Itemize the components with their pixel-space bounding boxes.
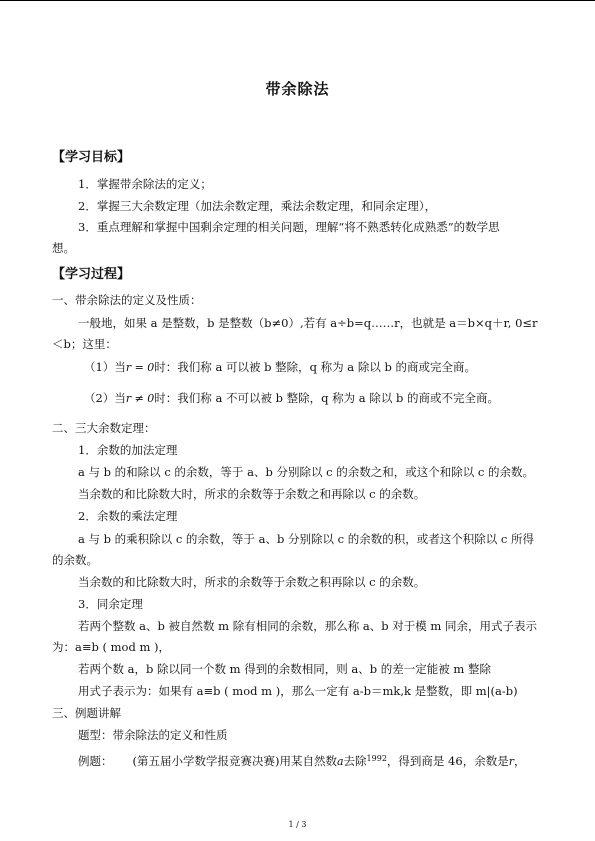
example-label: 例题： bbox=[78, 754, 113, 768]
example-text-b: 去除 bbox=[343, 754, 367, 768]
example-text-c: ，得到商是 46，余数是 bbox=[386, 754, 509, 768]
goal-item-1: 1．掌握带余除法的定义； bbox=[78, 177, 212, 191]
goal-item-3: 3．重点理解和掌握中国剩余定理的相关问题，理解“将不熟悉转化成熟悉”的数学思 bbox=[78, 220, 500, 234]
case-2-formula: r ≠ 0 bbox=[125, 392, 155, 405]
definition-line-2: ＜b；这里： bbox=[52, 337, 117, 351]
congruence-line-1: 若两个整数 a、b 被自然数 m 除有相同的余数，那么称 a、b 对于模 m 同余，用式子表示 bbox=[78, 619, 537, 633]
case-1-line bbox=[84, 360, 476, 375]
congruence-line-4: 用式子表示为：如果有 a≡b ( mod m )，那么一定有 a-b＝mk,k 是整数，即 m|(a-b) bbox=[78, 684, 518, 698]
section-heading-goals: 【学习目标】 bbox=[52, 150, 131, 165]
section-heading-process: 【学习过程】 bbox=[52, 267, 131, 282]
congruence-theorem-title: 3．同余定理 bbox=[78, 597, 143, 611]
multiplication-theorem-title: 2．余数的乘法定理 bbox=[78, 509, 178, 523]
goal-item-3-cont: 想。 bbox=[52, 241, 75, 255]
document-title: 带余除法 bbox=[265, 80, 330, 98]
multiplication-theorem-line-3: 当余数的和比除数大时，所求的余数等于余数之积再除以 c 的余数。 bbox=[78, 575, 426, 589]
case-2-prefix: （2）当 bbox=[84, 391, 126, 405]
part3-heading: 三、例题讲解 bbox=[52, 706, 121, 720]
case-1-prefix: （1）当 bbox=[84, 360, 126, 374]
example-line bbox=[78, 752, 525, 769]
example-topic: 题型：带余除法的定义和性质 bbox=[78, 728, 228, 742]
goal-item-2: 2．掌握三大余数定理（加法余数定理，乘法余数定理，和同余定理）， bbox=[78, 199, 437, 213]
example-var-r: r bbox=[508, 755, 514, 768]
example-text-a: (第五届小学数学报竞赛决赛)用某自然数 bbox=[132, 754, 337, 768]
addition-theorem-line-1: a 与 b 的和除以 c 的余数，等于 a、b 分别除以 c 的余数之和，或这个和除以 c 的余数。 bbox=[78, 465, 534, 479]
example-var-a: a bbox=[336, 755, 344, 768]
example-text-d: ， bbox=[513, 754, 526, 768]
congruence-line-3: 若两个数 a，b 除以同一个数 m 得到的余数相同，则 a、b 的差一定能被 m 整除 bbox=[78, 662, 491, 676]
example-number: 1992 bbox=[366, 754, 387, 763]
addition-theorem-title: 1．余数的加法定理 bbox=[78, 443, 178, 457]
part1-heading: 一、带余除法的定义及性质： bbox=[52, 293, 202, 307]
case-2-text: 时：我们称 a 不可以被 b 整除，q 称为 a 除以 b 的商或不完全商。 bbox=[154, 391, 499, 405]
case-1-text: 时：我们称 a 可以被 b 整除，q 称为 a 除以 b 的商或完全商。 bbox=[154, 360, 476, 374]
multiplication-theorem-line-1: a 与 b 的乘积除以 c 的余数，等于 a、b 分别除以 c 的余数的积，或者这个积除以 c 所得 bbox=[78, 532, 534, 546]
case-1-formula: r = 0 bbox=[125, 361, 155, 374]
congruence-line-2: 为：a≡b ( mod m )， bbox=[52, 640, 171, 654]
page-number: 1 / 3 bbox=[288, 820, 307, 829]
definition-line-1: 一般地，如果 a 是整数，b 是整数（b≠0）,若有 a÷b=q……r，也就是 a＝b×q＋r, 0≤r bbox=[78, 316, 538, 330]
addition-theorem-line-2: 当余数的和比除数大时，所求的余数等于余数之和再除以 c 的余数。 bbox=[78, 487, 426, 501]
header-rule bbox=[0, 0, 595, 1]
part2-heading: 二、三大余数定理： bbox=[52, 421, 156, 435]
multiplication-theorem-line-2: 的余数。 bbox=[52, 553, 98, 567]
case-2-line bbox=[84, 391, 499, 406]
